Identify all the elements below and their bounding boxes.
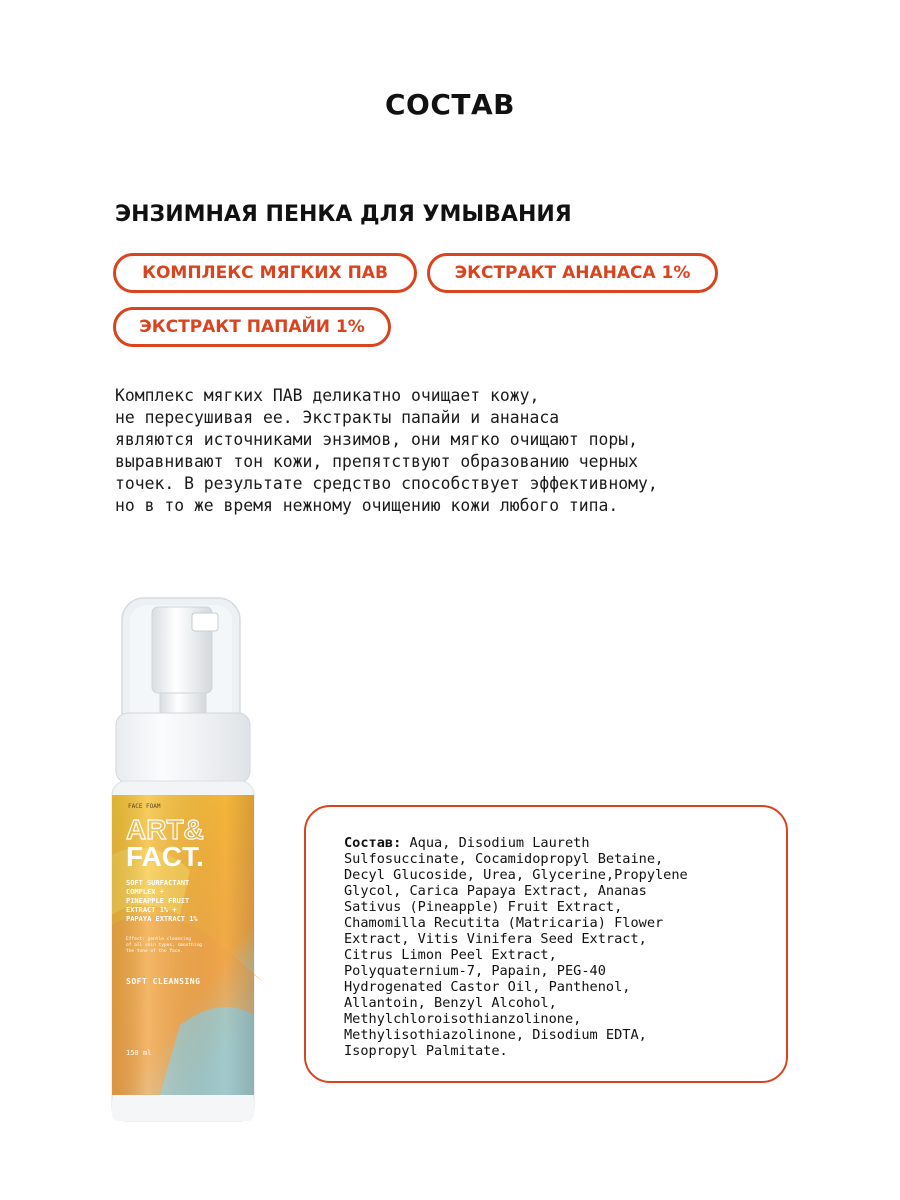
ingredients-text: Aqua, Disodium Laureth Sulfosuccinate, Cocamidopropyl Betaine, Decyl Glucoside, Urea, Glycerine,Propylene Glycol, Carica Papaya Extract, Ananas Sativus (Pineapple) Fruit Extract, Chamomilla Recutita (Matricaria) Flower Extract, Vitis Vinifera Seed Extract, Citrus Limon Peel Extract, Polyquaternium-7, Papain, PEG-40 Hydrogenated Castor Oil, Panthenol, Allantoin, Benzyl Alcohol, Methylchloroisothianzolinone, Methylisothiazolinone, Disodium EDTA, Isopropyl Palmitate. xyxy=(344,835,688,1059)
ingredients-label: Состав: xyxy=(344,835,402,851)
tag-mild-surfactants: КОМПЛЕКС МЯГКИХ ПАВ xyxy=(113,253,417,293)
svg-text:Effect: gentle cleansing: Effect: gentle cleansing xyxy=(126,937,192,942)
svg-text:SOFT CLEANSING: SOFT CLEANSING xyxy=(126,977,201,986)
ingredients-list xyxy=(344,835,764,1059)
svg-text:the tone of the face.: the tone of the face. xyxy=(126,949,183,954)
svg-text:EXTRACT 1% +: EXTRACT 1% + xyxy=(126,906,177,914)
svg-text:of all skin types, smoothing: of all skin types, smoothing xyxy=(126,943,202,948)
svg-text:PAPAYA EXTRACT 1%: PAPAYA EXTRACT 1% xyxy=(126,915,198,923)
svg-text:FACE FOAM: FACE FOAM xyxy=(128,803,161,810)
svg-text:PINEAPPLE FRUIT: PINEAPPLE FRUIT xyxy=(126,897,190,905)
svg-text:150 ml: 150 ml xyxy=(126,1049,152,1057)
ingredients-box xyxy=(304,805,788,1083)
page-title: СОСТАВ xyxy=(384,88,515,121)
svg-text:ART&: ART& xyxy=(126,814,204,845)
tag-pineapple-extract: ЭКСТРАКТ АНАНАСА 1% xyxy=(427,253,718,293)
product-bottle-image xyxy=(100,595,270,1135)
svg-text:FACT.: FACT. xyxy=(126,841,204,872)
svg-text:SOFT SURFACTANT: SOFT SURFACTANT xyxy=(126,879,190,887)
tag-papaya-extract: ЭКСТРАКТ ПАПАЙИ 1% xyxy=(113,307,391,347)
product-subtitle: ЭНЗИМНАЯ ПЕНКА ДЛЯ УМЫВАНИЯ xyxy=(115,202,572,227)
svg-text:COMPLEX +: COMPLEX + xyxy=(126,888,164,896)
product-description: Комплекс мягких ПАВ деликатно очищает кожу, не пересушивая ее. Экстракты папайи и ананаса являются источниками энзимов, они мягко очищают поры, выравнивают тон кожи, препятствуют образованию черных точек. В результате средство способствует эффективному, но в то же время нежному очищению кожи любого типа. xyxy=(115,386,658,515)
